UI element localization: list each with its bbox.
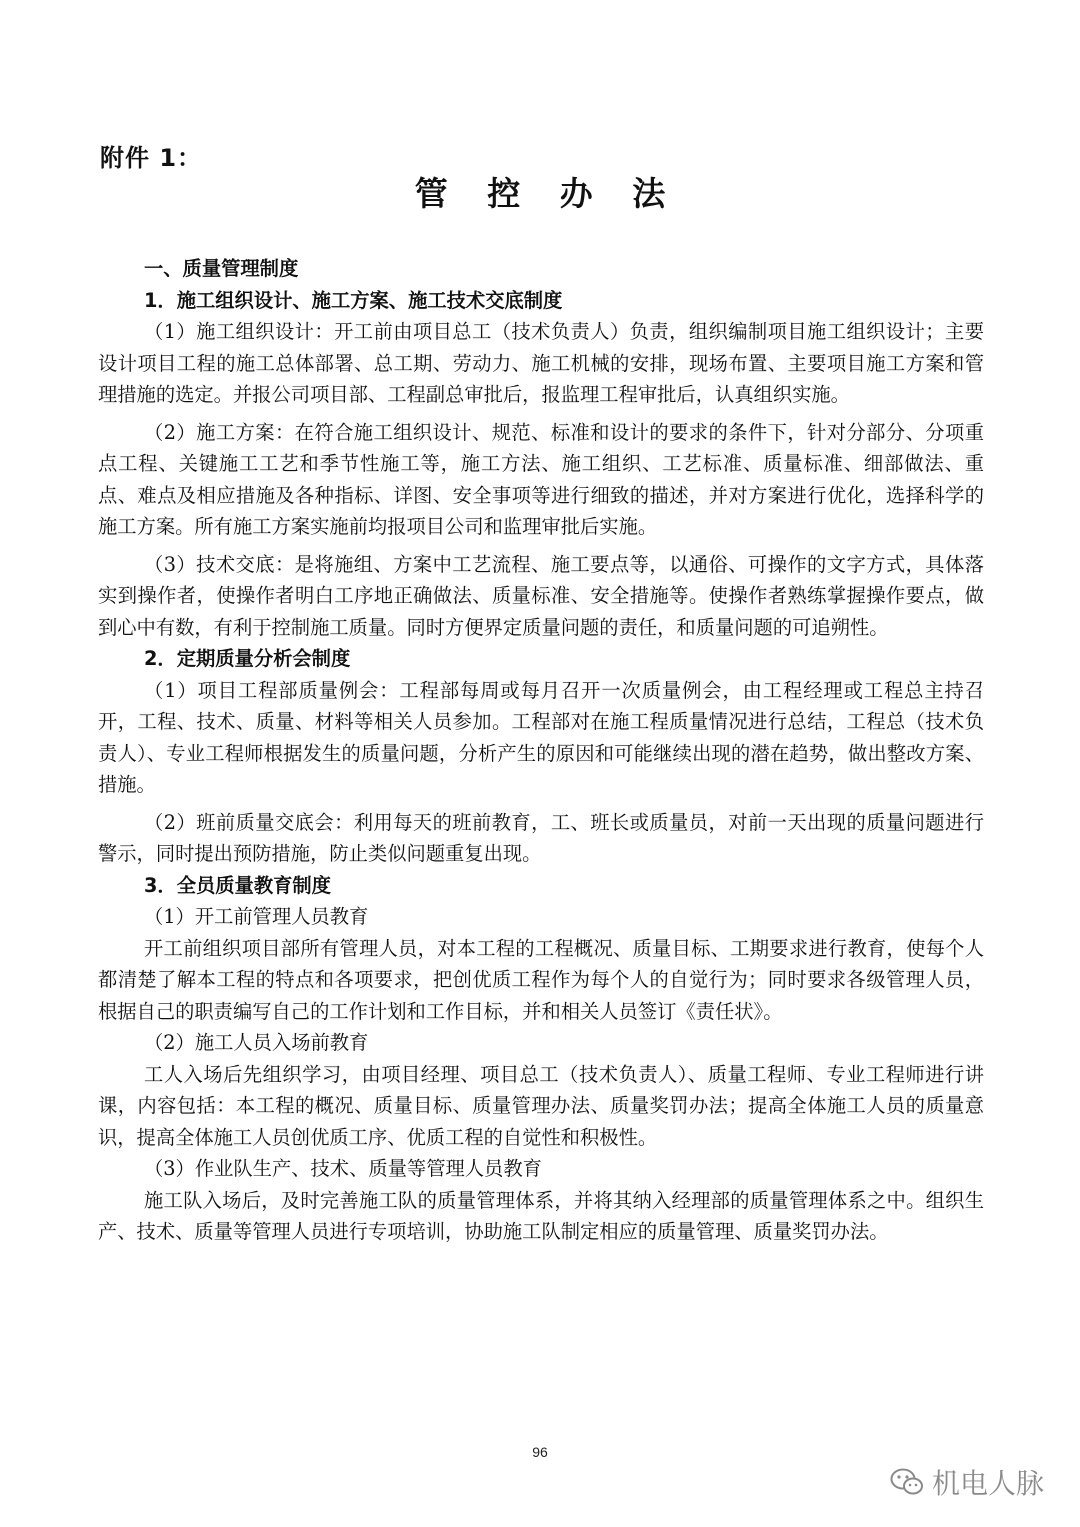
attachment-label: 附件 1：: [100, 144, 203, 172]
document-body: [98, 253, 984, 1248]
section-heading: 一、质量管理制度: [144, 257, 299, 280]
subsection-heading: 3．全员质量教育制度: [144, 873, 331, 897]
subsection-heading: 1．施工组织设计、施工方案、施工技术交底制度: [144, 288, 563, 312]
paragraph: 工人入场后先组织学习，由项目经理、项目总工（技术负责人）、质量工程师、专业工程师进行讲课，内容包括：本工程的概况、质量目标、质量管理办法、质量奖罚办法；提高全体施工人员的质量意识，提高全体施工人员创优质工序、优质工程的自觉性和积极性。: [98, 1062, 984, 1149]
paragraph: （2）施工人员入场前教育: [144, 1031, 369, 1054]
paragraph: （1）施工组织设计：开工前由项目总工（技术负责人）负责，组织编制项目施工组织设计；主要设计项目工程的施工总体部署、总工期、劳动力、施工机械的安排，现场布置、主要项目施工方案和管理措施的选定。并报公司项目部、工程副总审批后，报监理工程审批后，认真组织实施。: [98, 320, 984, 406]
paragraph: （2）班前质量交底会：利用每天的班前教育，工、班长或质量员，对前一天出现的质量问题进行警示，同时提出预防措施，防止类似问题重复出现。: [98, 810, 984, 865]
subsection-heading: 2．定期质量分析会制度: [144, 647, 351, 670]
paragraph: （3）技术交底：是将施组、方案中工艺流程、施工要点等，以通俗、可操作的文字方式，具体落实到操作者，使操作者明白工序地正确做法、质量标准、安全措施等。使操作者熟练掌握操作要点，做到心中有数，有利于控制施工质量。同时方便界定质量问题的责任，和质量问题的可追朔性。: [98, 552, 984, 639]
paragraph: （3）作业队生产、技术、质量等管理人员教育: [144, 1157, 542, 1180]
page-number: 96: [532, 1444, 548, 1460]
paragraph: （1）开工前管理人员教育: [144, 905, 369, 928]
paragraph: （1）项目工程部质量例会：工程部每周或每月召开一次质量例会，由工程经理或工程总主持召开，工程、技术、质量、材料等相关人员参加。工程部对在施工程质量情况进行总结，工程总（技术负责人）、专业工程师根据发生的质量问题，分析产生的原因和可能继续出现的潜在趋势，做出整改方案、措施。: [98, 678, 984, 796]
wechat-icon: [890, 1467, 924, 1497]
watermark-text: 机电人脉: [931, 1467, 1044, 1500]
paragraph: （2）施工方案：在符合施工组织设计、规范、标准和设计的要求的条件下，针对分部分、分项重点工程、关键施工工艺和季节性施工等，施工方法、施工组织、工艺标准、质量标准、细部做法、重点、难点及相应措施及各种指标、详图、安全事项等进行细致的描述，并对方案进行优化，选择科学的施工方案。所有施工方案实施前均报项目公司和监理审批后实施。: [98, 420, 984, 538]
paragraph: 开工前组织项目部所有管理人员，对本工程的工程概况、质量目标、工期要求进行教育，使每个人都清楚了解本工程的特点和各项要求，把创优质工程作为每个人的自觉行为；同时要求各级管理人员，根据自己的职责编写自己的工作计划和工作目标，并和相关人员签订《责任状》。: [98, 936, 984, 1023]
paragraph: 施工队入场后，及时完善施工队的质量管理体系，并将其纳入经理部的质量管理体系之中。组织生产、技术、质量等管理人员进行专项培训，协助施工队制定相应的质量管理、质量奖罚办法。: [98, 1188, 984, 1243]
watermark: [890, 1462, 1044, 1502]
document-title: 管 控 办 法: [414, 174, 680, 213]
